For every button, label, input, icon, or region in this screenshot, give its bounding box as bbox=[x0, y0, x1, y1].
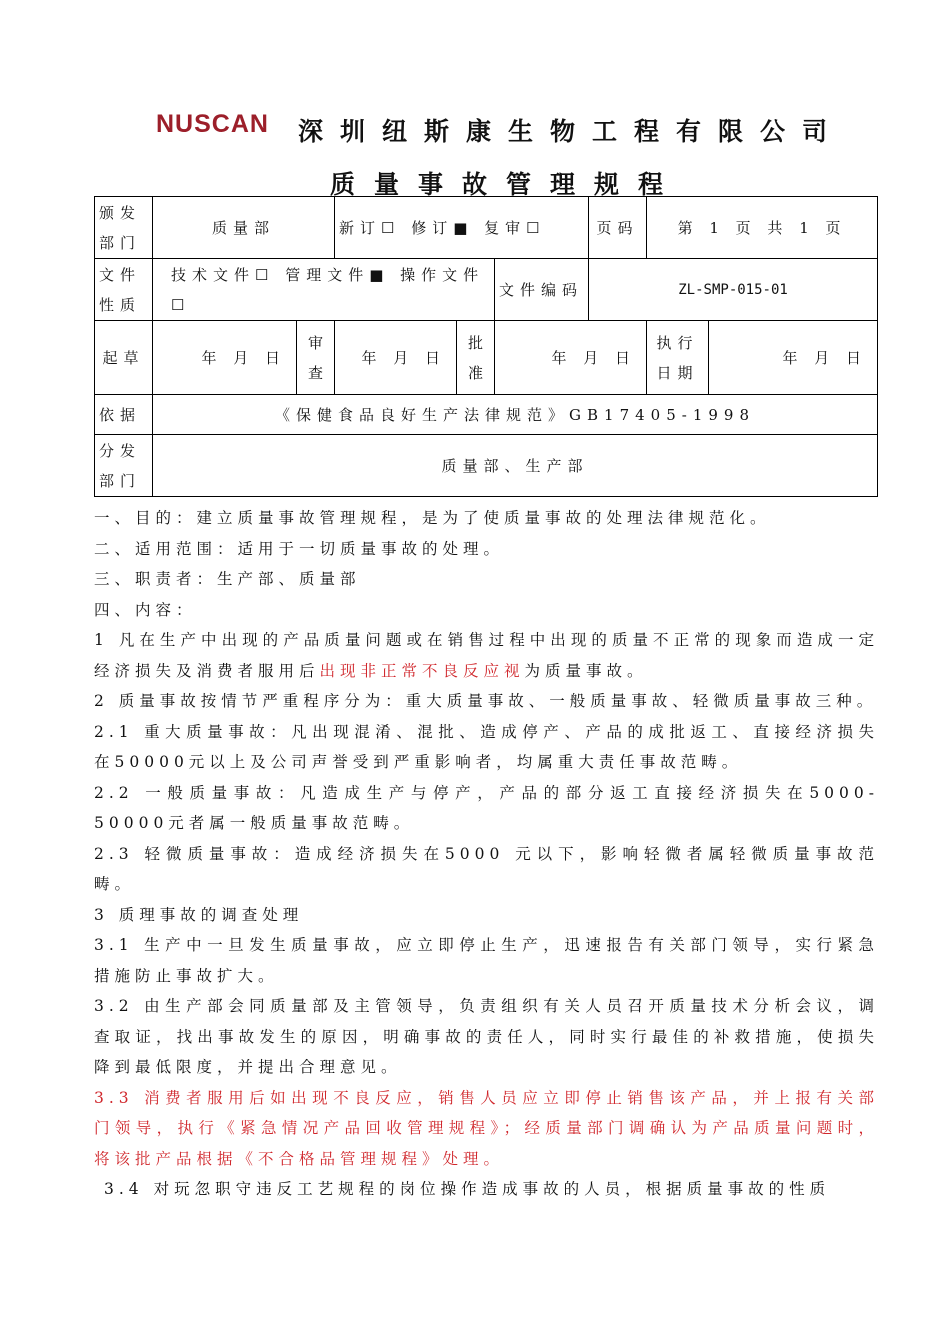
document-body bbox=[94, 503, 879, 1205]
basis-label: 依据 bbox=[95, 395, 153, 435]
section-content-heading: 四、内容： bbox=[94, 600, 197, 619]
clause-3-4: 3.4 对玩忽职守违反工艺规程的岗位操作造成事故的人员，根据质量事故的性质 bbox=[104, 1180, 831, 1198]
review-date: 年 月 日 bbox=[335, 321, 457, 395]
issue-dept-value: 质量部 bbox=[153, 197, 335, 259]
clause-2-1: 2.1 重大质量事故：凡出现混淆、混批、造成停产、产品的成批返工、直接经济损失在50000元以上及公司声誉受到严重影响者，均属重大责任事故范畴。 bbox=[94, 722, 879, 771]
file-nature-label: 文件性质 bbox=[95, 259, 153, 321]
file-code-value: ZL-SMP-015-01 bbox=[589, 259, 878, 321]
clause-2: 2 质量事故按情节严重程序分为：重大质量事故、一般质量事故、轻微质量事故三种。 bbox=[94, 692, 878, 710]
clause-1 bbox=[94, 625, 879, 686]
basis-value: 《保健食品良好生产法律规范》GB17405-1998 bbox=[153, 395, 878, 435]
page-label: 页码 bbox=[589, 197, 647, 259]
distribute-value: 质量部、生产部 bbox=[153, 435, 878, 497]
clause-1-start: 1 凡在生产中出现的产品质量问题或在销售过程中出现的质量不正常的现象而造成一定经济损失及消费者服用后 bbox=[94, 631, 879, 680]
clause-2-3: 2.3 轻微质量事故：造成经济损失在5000 元以下，影响轻微者属轻微质量事故范畴。 bbox=[94, 844, 879, 893]
file-code-label: 文件编码 bbox=[495, 259, 589, 321]
page-value: 第 1 页 共 1 页 bbox=[647, 197, 878, 259]
section-purpose: 一、目的：建立质量事故管理规程，是为了使质量事故的处理法律规范化。 bbox=[94, 509, 771, 527]
clause-3: 3 质理事故的调查处理 bbox=[94, 905, 304, 924]
issue-dept-label: 颁发部门 bbox=[95, 197, 153, 259]
section-scope: 二、适用范围：适用于一切质量事故的处理。 bbox=[94, 539, 505, 558]
draft-label: 起草 bbox=[95, 321, 153, 395]
clause-3-3: 3.3 消费者服用后如出现不良反应，销售人员应立即停止销售该产品，并上报有关部门领导，执行《紧急情况产品回收管理规程》；经质量部门调确认为产品质量问题时，将该批产品根据《不合格品管理规程》处理。 bbox=[94, 1088, 879, 1168]
distribute-label: 分发部门 bbox=[95, 435, 153, 497]
revision-options: 新订☐ 修订■ 复审☐ bbox=[335, 197, 589, 259]
clause-1-end: 为质量事故。 bbox=[524, 661, 648, 680]
document-title: 质量事故管理规程 bbox=[330, 170, 683, 199]
exec-date: 年 月 日 bbox=[709, 321, 878, 395]
company-name: 深圳纽斯康生物工程有限公司 bbox=[298, 117, 845, 146]
clause-1-highlight: 出现非正常不良反应视 bbox=[319, 661, 525, 680]
exec-date-label: 执行日期 bbox=[647, 321, 709, 395]
clause-3-2: 3.2 由生产部会同质量部及主管领导，负责组织有关人员召开质量技术分析会议，调查取证，找出事故发生的原因，明确事故的责任人，同时实行最佳的补救措施，使损失降到最低限度，并提出合理意见。 bbox=[94, 997, 879, 1076]
draft-date: 年 月 日 bbox=[153, 321, 297, 395]
file-nature-options: 技术文件☐ 管理文件■ 操作文件☐ bbox=[153, 259, 495, 321]
section-responsibility: 三、职责者：生产部、质量部 bbox=[94, 570, 361, 588]
company-logo: NUSCAN bbox=[156, 110, 269, 138]
review-label: 审查 bbox=[297, 321, 335, 395]
approve-label: 批准 bbox=[457, 321, 495, 395]
clause-3-1: 3.1 生产中一旦发生质量事故，应立即停止生产，迅速报告有关部门领导，实行紧急措施防止事故扩大。 bbox=[94, 936, 879, 985]
clause-2-2: 2.2 一般质量事故：凡造成生产与停产，产品的部分返工直接经济损失在5000-50000元者属一般质量事故范畴。 bbox=[94, 783, 879, 832]
document-header-table bbox=[94, 196, 878, 497]
approve-date: 年 月 日 bbox=[495, 321, 647, 395]
